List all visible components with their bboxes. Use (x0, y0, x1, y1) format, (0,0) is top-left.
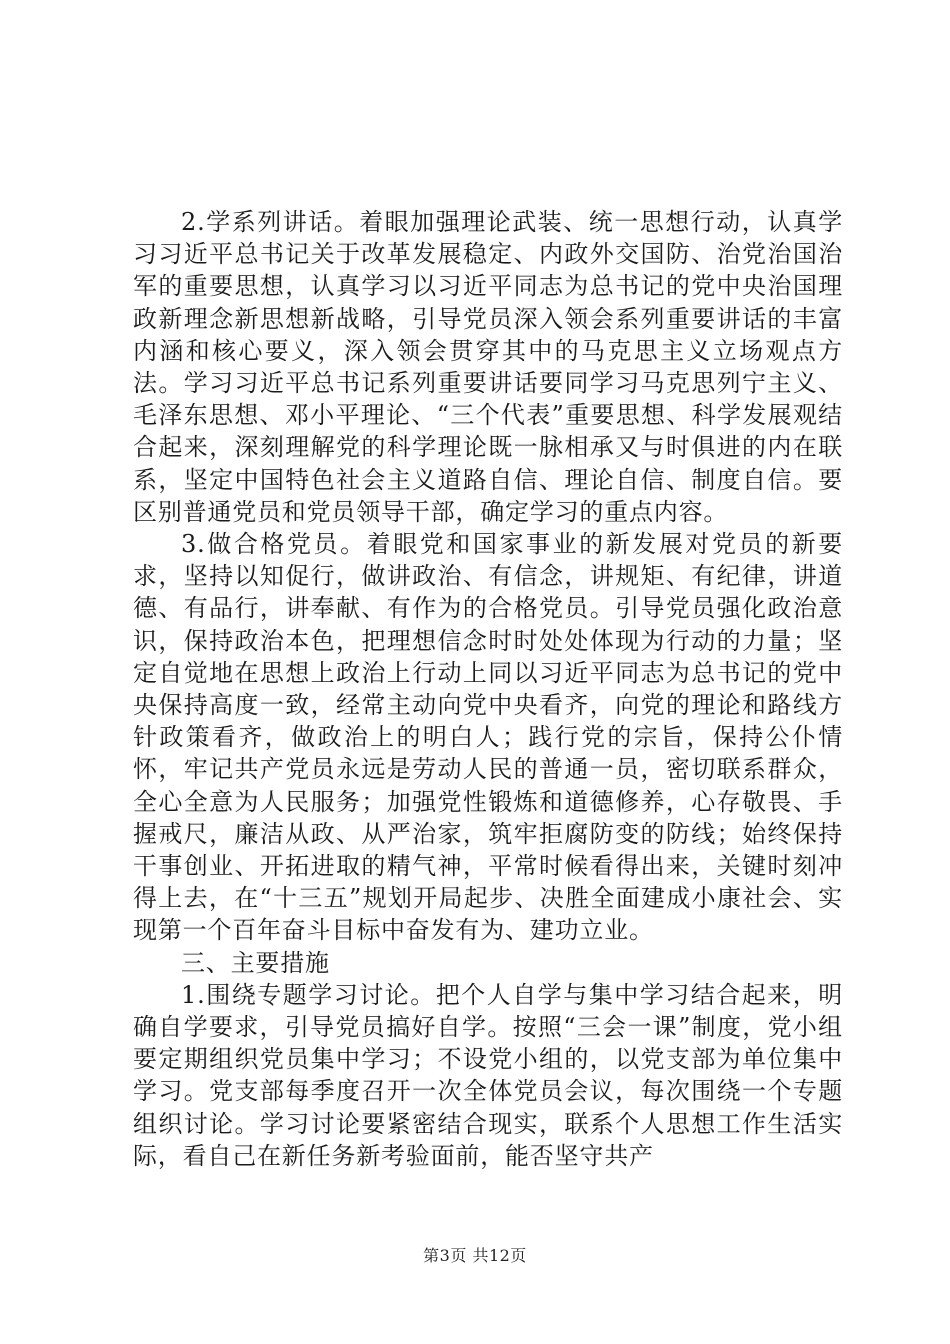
document-body (133, 206, 843, 1172)
paragraph-topic-study: 1.围绕专题学习讨论。把个人自学与集中学习结合起来，明确自学要求，引导党员搞好自学。按照“三会一课”制度，党小组要定期组织党员集中学习；不设党小组的，以党支部为单位集中学习。党支部每季度召开一次全体党员会议，每次围绕一个专题组织讨论。学习讨论要紧密结合现实，联系个人思想工作生活实际，看自己在新任务新考验面前，能否坚守共产 (133, 980, 843, 1170)
section-heading-main-measures: 三、主要措施 (181, 948, 330, 977)
paragraph-study-speeches: 2.学系列讲话。着眼加强理论武装、统一思想行动，认真学习习近平总书记关于改革发展稳定、内政外交国防、治党治国治军的重要思想，认真学习以习近平同志为总书记的党中央治国理政新理念新思想新战略，引导党员深入领会系列重要讲话的丰富内涵和核心要义，深入领会贯穿其中的马克思主义立场观点方法。学习习近平总书记系列重要讲话要同学习马克思列宁主义、毛泽东思想、邓小平理论、“三个代表”重要思想、科学发展观结合起来，深刻理解党的科学理论既一脉相承又与时俱进的内在联系，坚定中国特色社会主义道路自信、理论自信、制度自信。要区别普通党员和党员领导干部，确定学习的重点内容。 (133, 208, 843, 526)
paragraph-qualified-member: 3.做合格党员。着眼党和国家事业的新发展对党员的新要求，坚持以知促行，做讲政治、有信念，讲规矩、有纪律，讲道德、有品行，讲奉献、有作为的合格党员。引导党员强化政治意识，保持政治本色，把理想信念时时处处体现为行动的力量；坚定自觉地在思想上政治上行动上同以习近平同志为总书记的党中央保持高度一致，经常主动向党中央看齐，向党的理论和路线方针政策看齐，做政治上的明白人；践行党的宗旨，保持公仆情怀，牢记共产党员永远是劳动人民的普通一员，密切联系群众，全心全意为人民服务；加强党性锻炼和道德修养，心存敬畏、手握戒尺，廉洁从政、从严治家，筑牢拒腐防变的防线；始终保持干事创业、开拓进取的精气神，平常时候看得出来，关键时刻冲得上去，在“十三五”规划开局起步、决胜全面建成小康社会、实现第一个百年奋斗目标中奋发有为、建功立业。 (133, 530, 843, 945)
page-number-footer: 第3页 共12页 (423, 1246, 527, 1265)
